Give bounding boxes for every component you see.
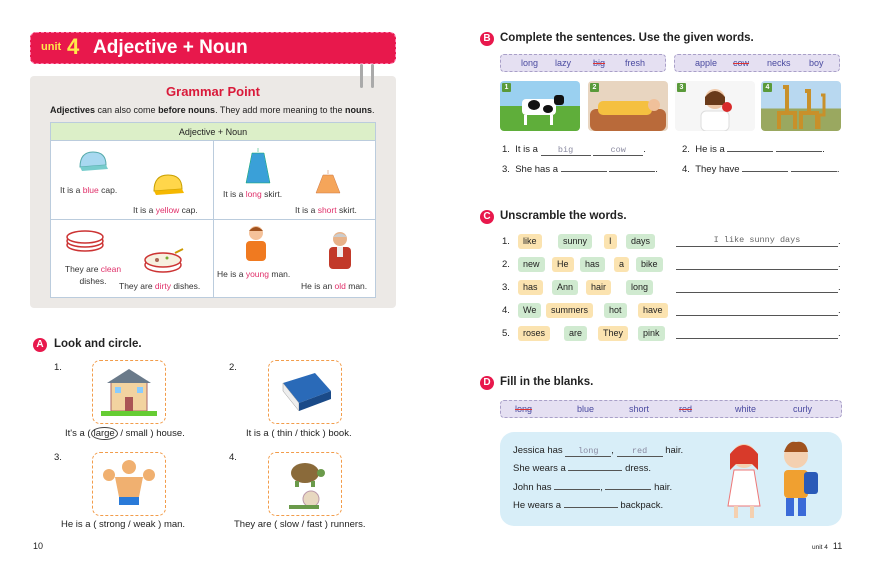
word-used: big — [593, 58, 606, 68]
fill-in-box — [500, 432, 842, 526]
d-line-1: Jessica has long , red hair. — [513, 445, 684, 456]
section-c-badge: C — [480, 210, 494, 224]
young-man-icon — [241, 223, 271, 263]
word: necks — [767, 58, 791, 68]
grammar-point-box — [30, 76, 396, 308]
word-chip[interactable]: They — [598, 326, 628, 341]
grammar-cell: He is an old man. — [301, 281, 368, 291]
word-chip[interactable]: bike — [636, 257, 663, 272]
period: . — [838, 305, 841, 316]
section-b-badge: B — [480, 32, 494, 46]
giraffes-icon — [769, 83, 835, 131]
strong-man-picture — [92, 452, 166, 516]
jessica-john-illustration — [716, 434, 826, 524]
item-number: 1. — [502, 236, 510, 247]
circled-answer[interactable]: large — [91, 427, 118, 440]
yellow-cap-icon — [151, 171, 185, 197]
grammar-cell: It is a short skirt. — [295, 205, 357, 215]
period: . — [838, 236, 841, 247]
answer-blank[interactable] — [742, 171, 788, 172]
word: short — [629, 404, 650, 414]
word-chip[interactable]: summers — [546, 303, 593, 318]
answer-blank[interactable]: big — [541, 145, 591, 156]
d-line-2: She wears a dress. — [513, 463, 651, 474]
section-d-title: Fill in the blanks. — [500, 376, 594, 388]
blue-cap-icon — [77, 149, 109, 173]
word-chip[interactable]: We — [518, 303, 541, 318]
long-skirt-icon — [245, 147, 271, 185]
page-footer — [812, 541, 842, 551]
house-icon — [93, 361, 165, 423]
photo-giraffes: 4 — [761, 81, 841, 131]
item-number: 1. — [54, 362, 62, 373]
turtle-snail-picture — [268, 452, 342, 516]
item-number: 4. — [502, 305, 510, 316]
sentence-3: He is a ( strong / weak ) man. — [61, 519, 186, 530]
b-sentence-4: 4. They have . — [682, 164, 840, 175]
footer-unit-label: unit 4 — [812, 544, 828, 551]
page-number-left: 10 — [33, 541, 44, 551]
word-chip[interactable]: have — [638, 303, 668, 318]
word-chip[interactable]: a — [614, 257, 629, 272]
book-icon — [269, 361, 341, 423]
word-used: cow — [733, 58, 750, 68]
d-line-3: John has , hair. — [513, 482, 673, 493]
answer-line[interactable]: I like sunny days — [676, 235, 838, 247]
answer-blank[interactable] — [568, 470, 622, 471]
turtle-snail-icon — [269, 453, 341, 515]
period: . — [838, 328, 841, 339]
strong-man-icon — [93, 453, 165, 515]
book-picture — [268, 360, 342, 424]
grammar-cell: It is a blue cap. — [60, 185, 118, 195]
answer-blank[interactable] — [561, 171, 607, 172]
answer-blank[interactable]: red — [617, 446, 663, 457]
grammar-description: Adjectives can also come before nouns. They add more meaning to the nouns. — [50, 105, 375, 115]
answer-blank[interactable] — [776, 151, 822, 152]
section-b-title: Complete the sentences. Use the given words. — [500, 32, 754, 44]
d-line-4: He wears a backpack. — [513, 500, 664, 511]
grammar-cell: They are dirty dishes. — [119, 281, 201, 291]
unit-label: unit — [41, 41, 62, 53]
word-chip[interactable]: long — [626, 280, 653, 295]
word: white — [735, 404, 757, 414]
page-number-right: 11 — [832, 541, 843, 551]
word-chip[interactable]: I — [604, 234, 617, 249]
word-chip[interactable]: Ann — [552, 280, 578, 295]
word-chip[interactable]: has — [518, 280, 543, 295]
answer-line[interactable] — [676, 258, 838, 270]
answer-blank[interactable] — [727, 151, 773, 152]
item-number: 4. — [229, 452, 237, 463]
grammar-cell: They are clean dishes. — [64, 264, 122, 286]
item-number: 2. — [502, 259, 510, 270]
word-chip[interactable]: like — [518, 234, 542, 249]
word-chip[interactable]: days — [626, 234, 655, 249]
clean-dishes-icon — [65, 227, 105, 253]
answer-blank[interactable]: long — [565, 446, 611, 457]
word-chip[interactable]: hot — [604, 303, 627, 318]
word: fresh — [625, 58, 646, 68]
unit-number: 4 — [67, 34, 80, 59]
word-chip[interactable]: hair — [586, 280, 611, 295]
grammar-title: Grammar Point — [166, 84, 260, 99]
word-used: red — [679, 404, 693, 414]
answer-blank[interactable] — [609, 171, 655, 172]
word: apple — [695, 58, 718, 68]
word: boy — [809, 58, 824, 68]
sofa-boy-icon — [588, 95, 668, 131]
answer-blank[interactable] — [605, 489, 651, 490]
grammar-table — [50, 122, 376, 298]
answer-line[interactable] — [676, 304, 838, 316]
photo-girl-apple: 3 — [675, 81, 755, 131]
b-sentence-2: 2. He is a . — [682, 144, 825, 155]
grammar-cell: It is a long skirt. — [223, 189, 283, 199]
word-used: long — [515, 404, 533, 414]
sentence-4: They are ( slow / fast ) runners. — [234, 519, 366, 530]
word: blue — [577, 404, 595, 414]
item-number: 5. — [502, 328, 510, 339]
table-header: Adjective + Noun — [51, 123, 375, 141]
old-man-icon — [323, 229, 357, 273]
answer-blank[interactable] — [791, 171, 837, 172]
section-a-title: Look and circle. — [54, 338, 142, 350]
word-chip[interactable]: roses — [518, 326, 550, 341]
item-number: 3. — [502, 282, 510, 293]
grammar-cell: He is a young man. — [217, 269, 291, 279]
section-d-badge: D — [480, 376, 494, 390]
item-number: 2. — [229, 362, 237, 373]
word-chip[interactable]: He — [552, 257, 574, 272]
word-chip[interactable]: are — [564, 326, 587, 341]
b-sentence-1: 1. It is a big cow . — [502, 144, 646, 155]
item-number: 3. — [54, 452, 62, 463]
word: long — [521, 58, 539, 68]
word-chip[interactable]: sunny — [558, 234, 592, 249]
word-bank-2 — [674, 54, 840, 72]
girl-apple-icon — [693, 85, 739, 131]
sentence-2: It is a ( thin / thick ) book. — [246, 428, 352, 439]
period: . — [838, 259, 841, 270]
photo-cow: 1 — [500, 81, 580, 131]
unit-banner — [30, 32, 396, 64]
b-sentence-3: 3. She has a . — [502, 164, 658, 175]
period: . — [838, 282, 841, 293]
short-skirt-icon — [315, 169, 341, 197]
dirty-dishes-icon — [143, 247, 185, 275]
word-chip[interactable]: has — [580, 257, 605, 272]
answer-line[interactable] — [676, 327, 838, 339]
word-bank-d — [500, 400, 842, 418]
answer-blank[interactable] — [564, 507, 618, 508]
answer-blank[interactable] — [554, 489, 600, 490]
answer-blank[interactable]: cow — [593, 145, 643, 156]
photo-lazy-boy: 2 — [588, 81, 668, 131]
word-bank-1 — [500, 54, 666, 72]
cow-icon — [514, 91, 568, 127]
word-chip[interactable]: pink — [638, 326, 665, 341]
word: lazy — [555, 58, 572, 68]
word: curly — [793, 404, 813, 414]
house-picture — [92, 360, 166, 424]
section-a-badge: A — [33, 338, 47, 352]
answer-line[interactable] — [676, 281, 838, 293]
grammar-cell: It is a yellow cap. — [133, 205, 198, 215]
word-chip[interactable]: new — [518, 257, 545, 272]
unit-title: Adjective + Noun — [93, 37, 248, 58]
sentence-1: It's a ( large / small ) house. — [65, 428, 185, 439]
section-c-title: Unscramble the words. — [500, 210, 627, 222]
